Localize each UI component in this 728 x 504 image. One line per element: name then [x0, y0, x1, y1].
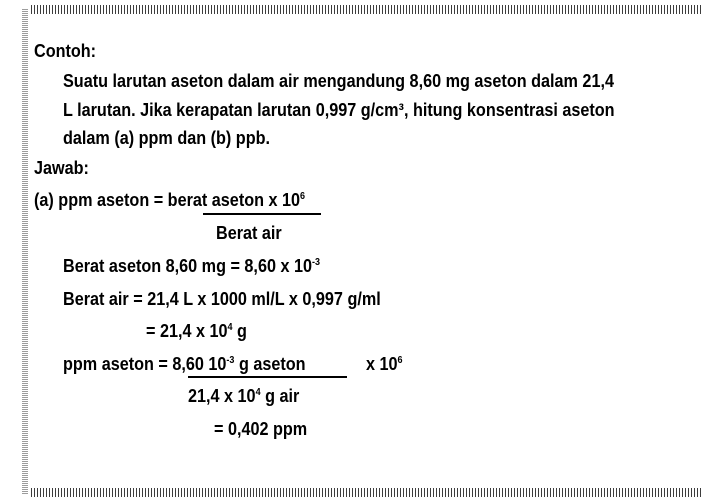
- ppm-calc-denominator-unit: g air: [260, 386, 300, 406]
- berat-aseton-exponent: -3: [311, 257, 321, 268]
- formula-denominator: Berat air: [216, 223, 282, 243]
- problem-line-1: Suatu larutan aseton dalam air mengandung 8,60 mg aseton dalam 21,4: [63, 71, 614, 91]
- formula-fraction-bar: [203, 213, 321, 215]
- ppm-calc-fraction-bar: [188, 376, 347, 378]
- ppm-formula-line: [34, 188, 305, 212]
- berat-aseton-line: [63, 254, 320, 278]
- ppm-calc-denominator-value: 21,4 x 10: [188, 386, 256, 406]
- ppm-calc-denominator-exponent: 4: [255, 387, 261, 398]
- ppm-calc-multiplier: [366, 352, 403, 376]
- formula-numerator-exponent: 6: [300, 191, 306, 202]
- formula-prefix: (a) ppm aseton =: [34, 190, 168, 210]
- ppm-calc-denominator: [188, 384, 299, 408]
- left-border-line: [22, 8, 28, 494]
- ppm-calc-numerator-unit: g aseton: [234, 354, 306, 374]
- ppm-calc-numerator: 8,60 10: [172, 354, 227, 374]
- berat-air-line-1: Berat air = 21,4 L x 1000 ml/L x 0,997 g/ml: [63, 289, 381, 309]
- problem-line-2: L larutan. Jika kerapatan larutan 0,997 g/cm³, hitung konsentrasi aseton: [63, 100, 615, 120]
- berat-air-line-2: [146, 319, 247, 343]
- problem-line-3: dalam (a) ppm dan (b) ppb.: [63, 128, 270, 148]
- berat-air-value: = 21,4 x 10: [146, 321, 228, 341]
- jawab-heading: Jawab:: [34, 158, 89, 178]
- formula-numerator: berat aseton x 10: [167, 190, 301, 210]
- ppm-calc-times: x 10: [366, 354, 398, 374]
- ppm-result: = 0,402 ppm: [214, 419, 308, 439]
- ppm-calc-times-exponent: 6: [397, 355, 403, 366]
- berat-aseton-text: Berat aseton 8,60 mg = 8,60 x 10: [63, 256, 312, 276]
- ppm-calc-prefix: ppm aseton =: [63, 354, 173, 374]
- berat-air-unit: g: [232, 321, 247, 341]
- ppm-calc-numerator-exponent: -3: [226, 355, 235, 366]
- ppm-calc-line: [63, 352, 306, 376]
- bottom-border-stripe: [31, 488, 703, 497]
- berat-air-exponent: 4: [227, 322, 233, 333]
- contoh-heading: Contoh:: [34, 41, 97, 61]
- top-border-stripe: [31, 5, 703, 14]
